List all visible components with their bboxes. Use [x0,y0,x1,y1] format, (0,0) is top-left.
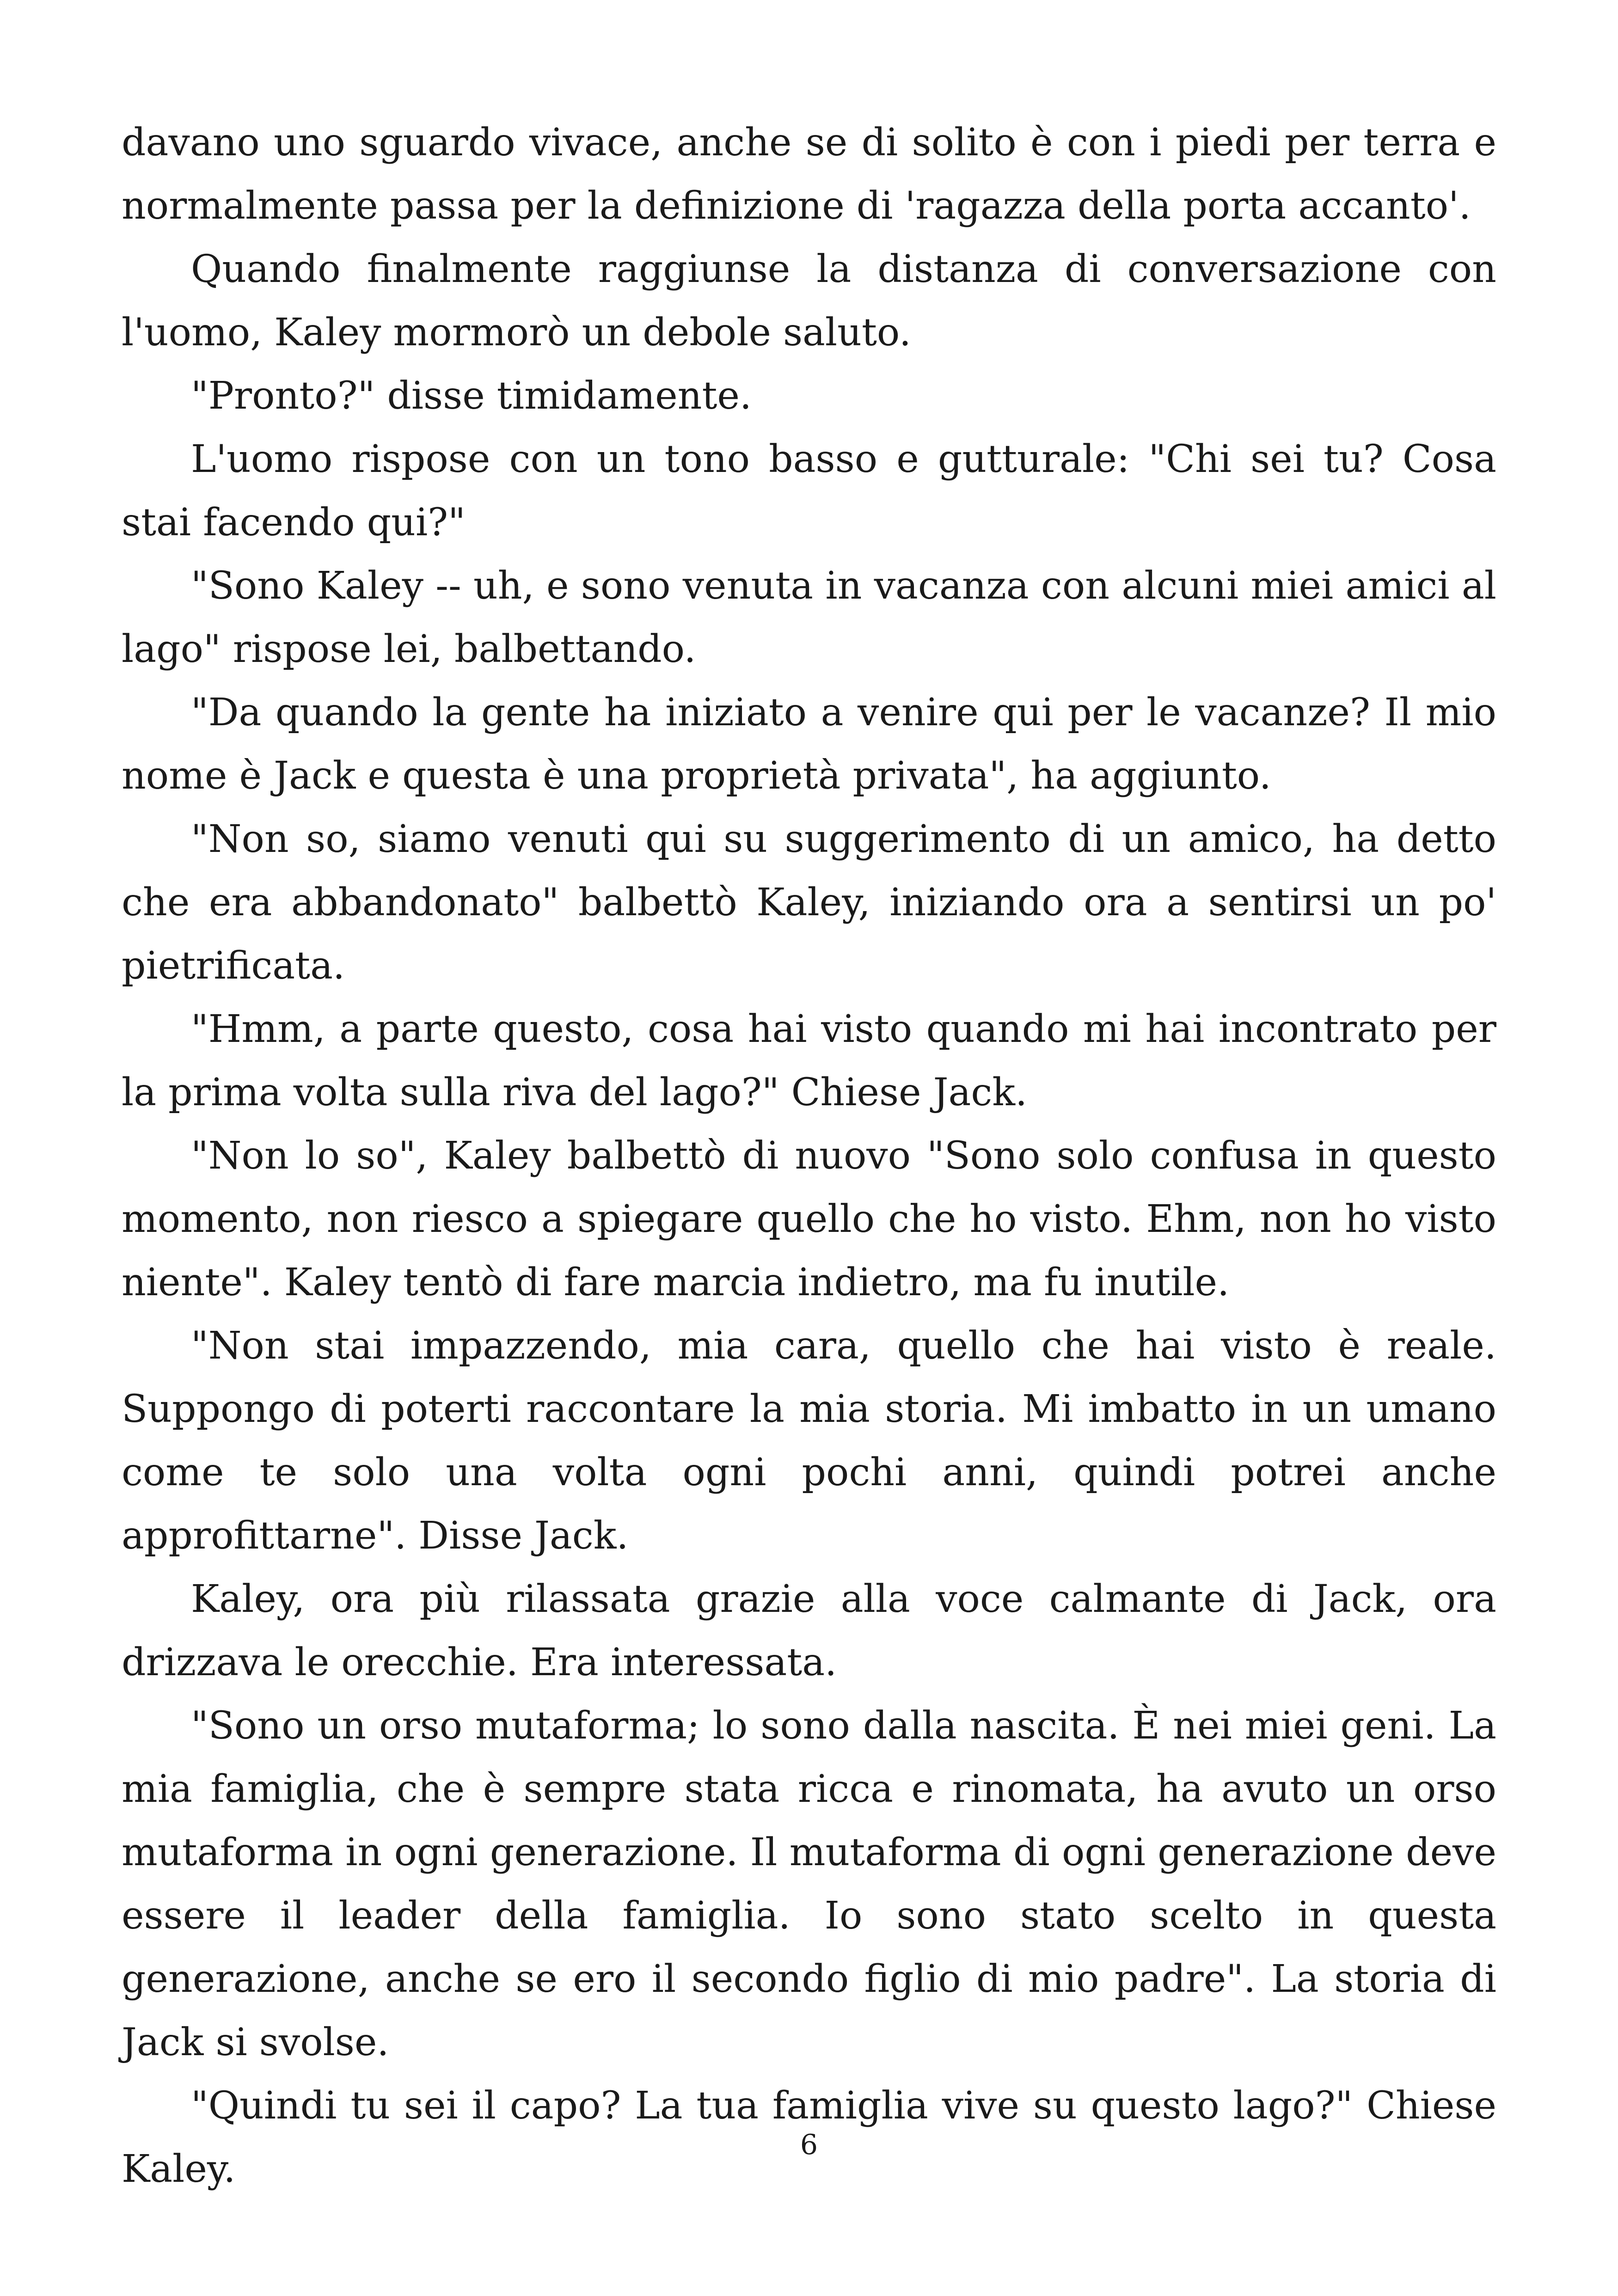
paragraph-5: "Sono Kaley -- uh, e sono venuta in vacanza con alcuni miei amici al lago" rispose lei, balbettando. [122,564,1496,671]
paragraph-7: "Non so, siamo venuti qui su suggerimento di un amico, ha detto che era abbandonato" balbettò Kaley, iniziando ora a sentirsi un po' pietrificata. [122,817,1496,988]
paragraph-4: L'uomo rispose con un tono basso e gutturale: "Chi sei tu? Cosa stai facendo qui?" [122,437,1496,545]
paragraph-10: "Non stai impazzendo, mia cara, quello che hai visto è reale. Suppongo di poterti raccontare la mia storia. Mi imbatto in un umano come te solo una volta ogni pochi anni, quindi potrei anche approfittarne". Disse Jack. [122,1324,1496,1558]
paragraph-9: "Non lo so", Kaley balbettò di nuovo "Sono solo confusa in questo momento, non riesco a spiegare quello che ho visto. Ehm, non ho visto niente". Kaley tentò di fare marcia indietro, ma fu inutile. [122,1134,1496,1304]
page-body [122,111,1496,2201]
paragraph-13: "Quindi tu sei il capo? La tua famiglia vive su questo lago?" Chiese Kaley. [122,2084,1496,2191]
paragraph-6: "Da quando la gente ha iniziato a venire qui per le vacanze? Il mio nome è Jack e questa è una proprietà privata", ha aggiunto. [122,691,1496,798]
paragraph-8: "Hmm, a parte questo, cosa hai visto quando mi hai incontrato per la prima volta sulla riva del lago?" Chiese Jack. [122,1007,1496,1114]
paragraph-2: Quando finalmente raggiunse la distanza di conversazione con l'uomo, Kaley mormorò un debole saluto. [122,247,1496,355]
page-number: 6 [800,2129,818,2161]
paragraph-3: "Pronto?" disse timidamente. [191,374,752,418]
paragraph-12: "Sono un orso mutaforma; lo sono dalla nascita. È nei miei geni. La mia famiglia, che è sempre stata ricca e rinomata, ha avuto un orso mutaforma in ogni generazione. Il mutaforma di ogni generazione deve essere il leader della famiglia. Io sono stato scelto in questa generazione, anche se ero il secondo figlio di mio padre". La storia di Jack si svolse. [122,1704,1496,2064]
paragraph-1: davano uno sguardo vivace, anche se di solito è con i piedi per terra e normalmente passa per la definizione di 'ragazza della porta accanto'. [122,121,1496,228]
paragraph-11: Kaley, ora più rilassata grazie alla voce calmante di Jack, ora drizzava le orecchie. Era interessata. [122,1577,1496,1684]
